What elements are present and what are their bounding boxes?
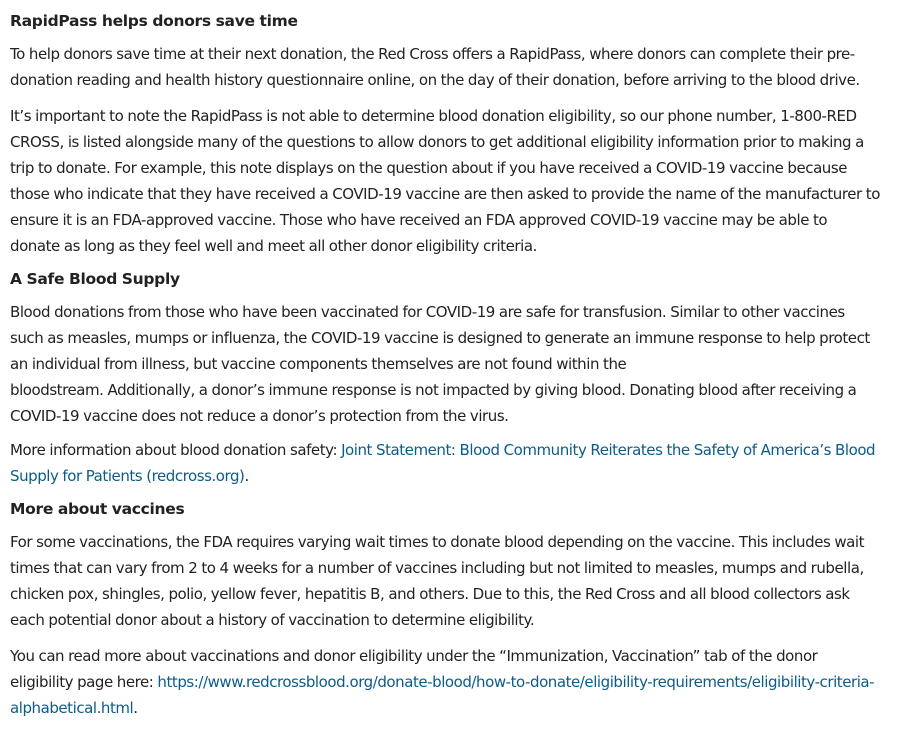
eligibility-info-prefix: You can read more about vaccinations and donor eligibility under the “Immunization, Vaccination” tab of the donor eligibility page here: (10, 647, 818, 691)
safe-blood-text-2: bloodstream. Additionally, a donor’s immune response is not impacted by giving blood. Donating blood after receiving a COVID-19 vaccine does not reduce a donor’s protection from the virus. (10, 381, 857, 425)
eligibility-info-paragraph (10, 643, 880, 721)
section-heading-safe-blood-supply: A Safe Blood Supply (10, 270, 180, 288)
safety-info-suffix: . (244, 467, 249, 485)
eligibility-criteria-link[interactable]: https://www.redcrossblood.org/donate-blood/how-to-donate/eligibility-requirements/eligibility-criteria-alphabetical.html (10, 673, 875, 717)
vaccines-paragraph: For some vaccinations, the FDA requires varying wait times to donate blood depending on the vaccine. This includes wait times that can vary from 2 to 4 weeks for a number of vaccines including but not limited to measles, mumps and rubella, chicken pox, shingles, polio, yellow fever, hepatitis B, and others. Due to this, the Red Cross and all blood collectors ask each potential donor about a history of vaccination to determine eligibility. (10, 533, 865, 629)
rapidpass-paragraph-1: To help donors save time at their next donation, the Red Cross offers a RapidPass, where donors can complete their pre-donation reading and health history questionnaire online, on the day of their donation, before arriving to the blood drive. (10, 45, 860, 89)
safety-info-paragraph (10, 437, 880, 489)
eligibility-info-suffix: . (133, 699, 138, 717)
safe-blood-text-1: Blood donations from those who have been vaccinated for COVID-19 are safe for transfusion. Similar to other vaccines such as measles, mumps or influenza, the COVID-19 vaccine is designed to generate an immune response to help protect an individual from illness, but vaccine components themselves are not found within the (10, 303, 870, 373)
rapidpass-paragraph-2: It’s important to note the RapidPass is not able to determine blood donation eligibility, so our phone number, 1-800-RED CROSS, is listed alongside many of the questions to allow donors to get additional eligibility information prior to making a trip to donate. For example, this note displays on the question about if you have received a COVID-19 vaccine because those who indicate that they have received a COVID-19 vaccine are then asked to provide the name of the manufacturer to ensure it is an FDA-approved vaccine. Those who have received an FDA approved COVID-19 vaccine may be able to donate as long as they feel well and meet all other donor eligibility criteria. (10, 107, 880, 255)
joint-statement-link[interactable]: Joint Statement: Blood Community Reiterates the Safety of America’s Blood Supply for Patients (redcross.org) (10, 441, 876, 485)
section-heading-more-vaccines: More about vaccines (10, 500, 185, 518)
section-heading-rapidpass: RapidPass helps donors save time (10, 12, 298, 30)
safety-info-prefix: More information about blood donation safety: (10, 441, 342, 459)
safe-blood-paragraph (10, 299, 880, 429)
